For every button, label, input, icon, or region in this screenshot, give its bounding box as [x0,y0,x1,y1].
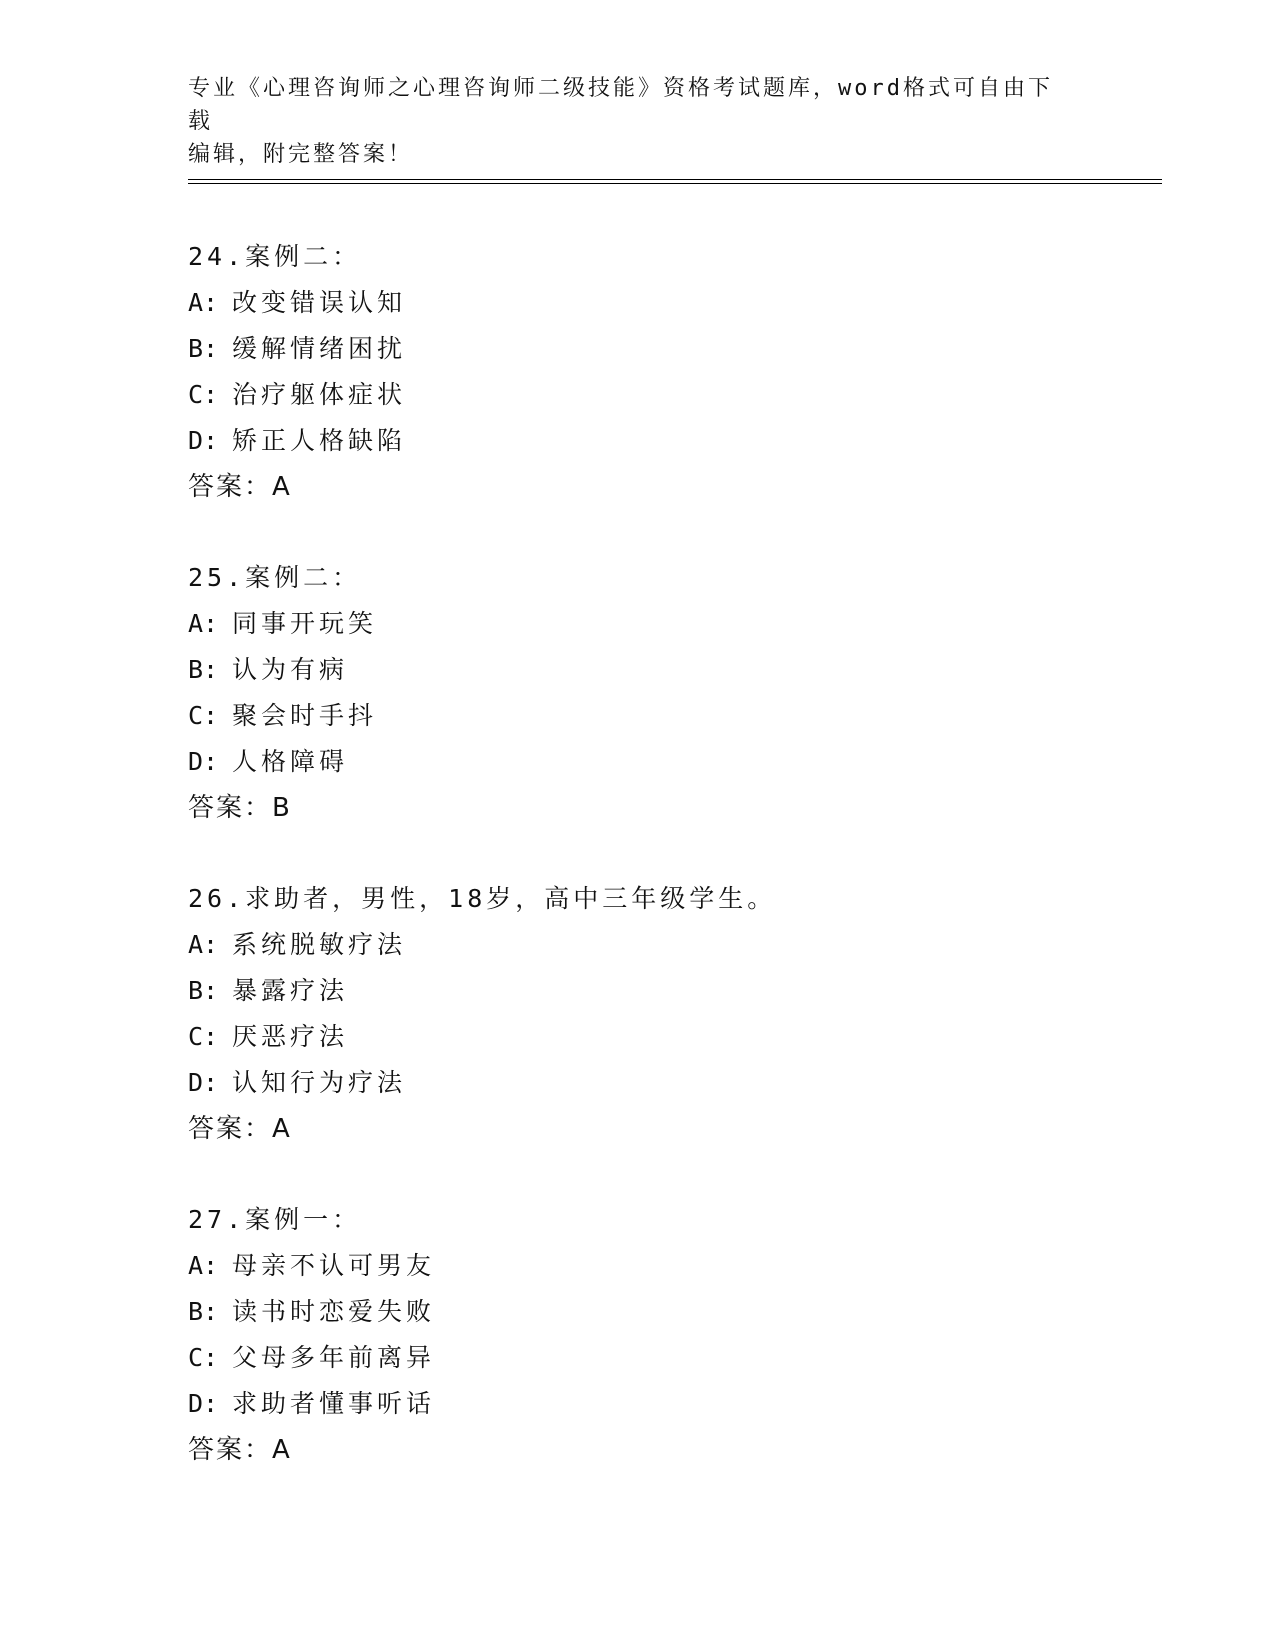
answer-line: 答案：A [188,472,292,502]
option-letter: B: [188,334,219,363]
option-a [188,601,1088,647]
option-a [188,922,1088,968]
option-letter: D: [188,1068,219,1097]
option-letter: A: [188,609,219,638]
option-letter: B: [188,655,219,684]
option-letter: C: [188,701,219,730]
question-27 [188,1197,1088,1473]
option-text: 认为有病 [232,655,349,684]
option-letter: A: [188,288,219,317]
option-text: 缓解情绪困扰 [232,334,407,363]
option-text: 同事开玩笑 [232,609,378,638]
option-letter: C: [188,1343,219,1372]
option-a [188,280,1088,326]
option-letter: D: [188,426,219,455]
option-letter: B: [188,1297,219,1326]
option-c [188,693,1088,739]
header-divider-top [188,179,1162,180]
option-text: 治疗躯体症状 [232,380,407,409]
option-text: 认知行为疗法 [232,1068,407,1097]
option-d [188,1381,1088,1427]
option-letter: A: [188,1251,219,1280]
option-c [188,1335,1088,1381]
question-24 [188,234,1088,510]
question-stem: 24.案例二： [188,242,362,271]
question-stem: 26.求助者，男性，18岁，高中三年级学生。 [188,884,777,913]
option-text: 厌恶疗法 [232,1022,349,1051]
option-letter: C: [188,380,219,409]
option-text: 矫正人格缺陷 [232,426,407,455]
option-text: 求助者懂事听话 [232,1389,436,1418]
option-d [188,1060,1088,1106]
option-d [188,418,1088,464]
option-d [188,739,1088,785]
option-text: 父母多年前离异 [232,1343,436,1372]
option-text: 聚会时手抖 [232,701,378,730]
question-stem: 27.案例一： [188,1205,362,1234]
option-text: 系统脱敏疗法 [232,930,407,959]
option-c [188,372,1088,418]
option-a [188,1243,1088,1289]
answer-line: 答案：A [188,1114,292,1144]
option-b [188,968,1088,1014]
option-b [188,647,1088,693]
header-line-2: 编辑，附完整答案！ [188,142,414,167]
option-b [188,326,1088,372]
option-b [188,1289,1088,1335]
option-text: 读书时恋爱失败 [232,1297,436,1326]
question-stem: 25.案例二： [188,563,362,592]
option-text: 人格障碍 [232,747,349,776]
answer-line: 答案：A [188,1435,292,1465]
question-26 [188,876,1088,1152]
header-line-1: 专业《心理咨询师之心理咨询师二级技能》资格考试题库，word格式可自由下载 [188,76,1053,134]
option-text: 暴露疗法 [232,976,349,1005]
option-letter: D: [188,1389,219,1418]
option-text: 改变错误认知 [232,288,407,317]
option-letter: C: [188,1022,219,1051]
answer-line: 答案：B [188,793,292,823]
option-letter: D: [188,747,219,776]
document-header [188,72,1068,171]
header-divider-bottom [188,183,1162,184]
option-text: 母亲不认可男友 [232,1251,436,1280]
question-25 [188,555,1088,831]
option-letter: B: [188,976,219,1005]
option-c [188,1014,1088,1060]
option-letter: A: [188,930,219,959]
